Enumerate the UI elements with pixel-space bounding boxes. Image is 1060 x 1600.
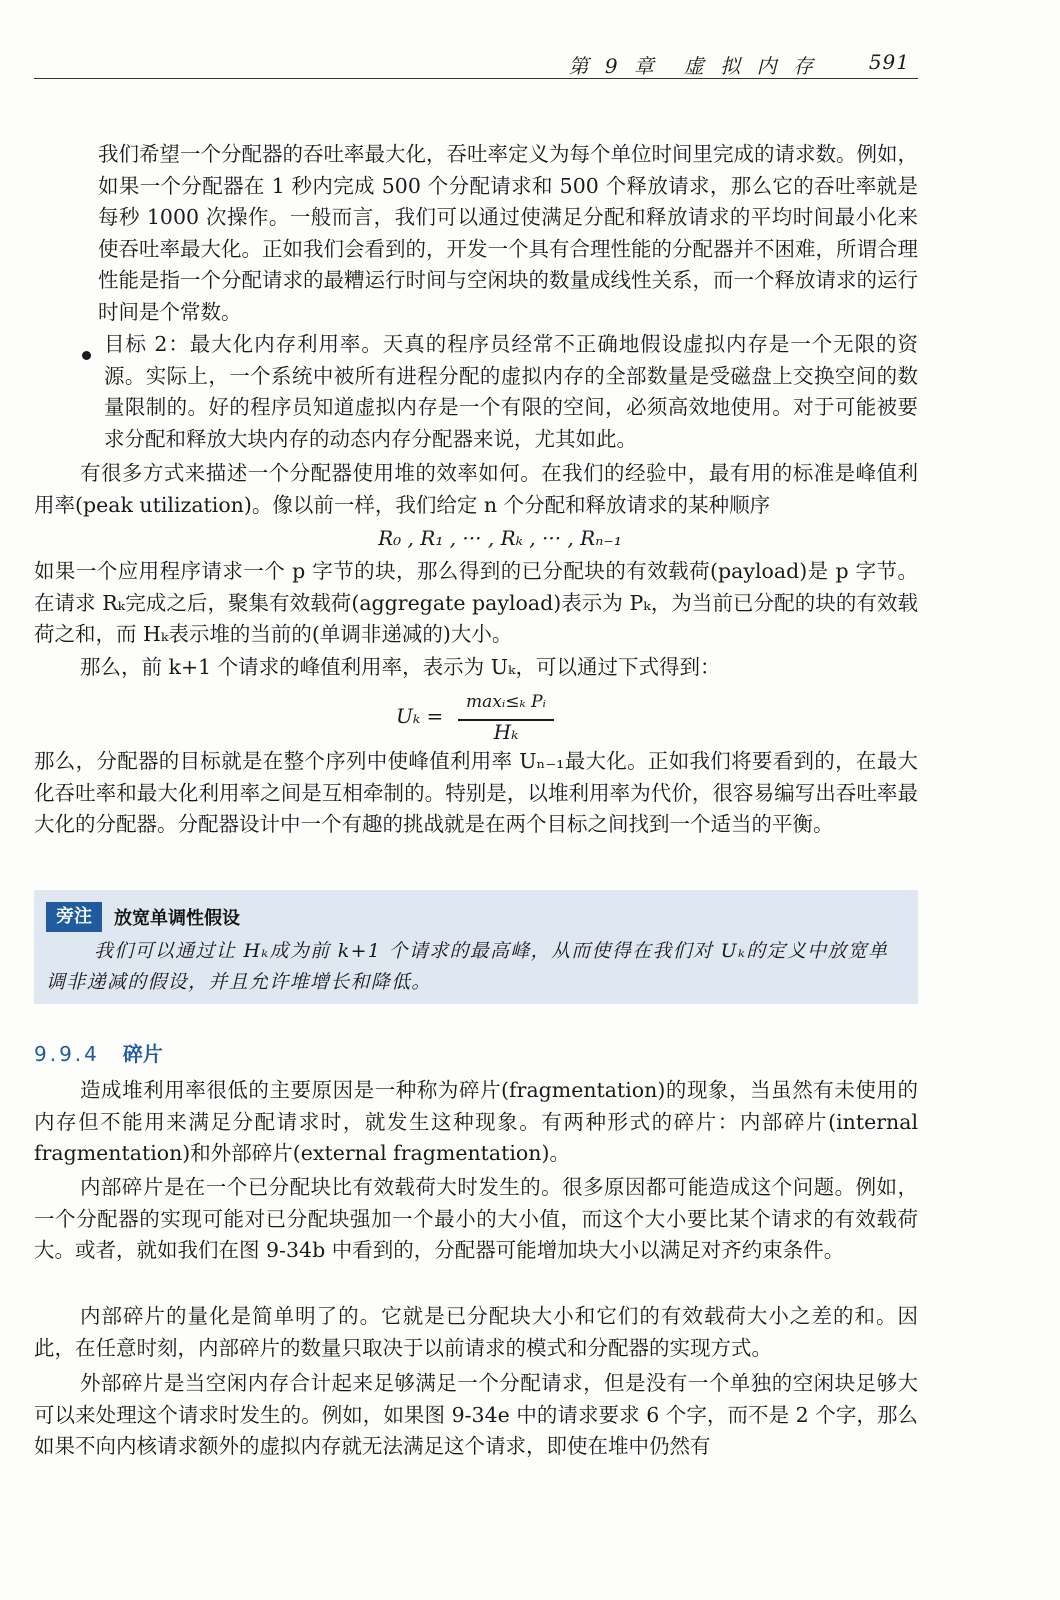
section-title: 碎片 xyxy=(122,1042,163,1066)
paragraph-payload: 如果一个应用程序请求一个 p 字节的块，那么得到的已分配块的有效载荷(payload)是 p 字节。在请求 Rₖ完成之后，聚集有效载荷(aggregate payload)表示为 Pₖ，为当前已分配的块的有效载荷之和，而 Hₖ表示堆的当前的(单调非递减的)大小。 xyxy=(34,559,918,647)
section-number: 9.9.4 xyxy=(34,1042,100,1066)
page-number: 591 xyxy=(868,50,910,74)
formula-denominator: Hₖ xyxy=(493,720,519,744)
bullet-icon xyxy=(82,351,91,360)
formula-lhs: Uₖ = xyxy=(396,704,444,728)
paragraph-peak-utilization: 有很多方式来描述一个分配器使用堆的效率如何。在我们的经验中，最有用的标准是峰值利用率(peak utilization)。像以前一样，我们给定 n 个分配和释放请求的某种顺序 xyxy=(34,461,918,517)
paragraph-throughput: 我们希望一个分配器的吞吐率最大化，吞吐率定义为每个单位时间里完成的请求数。例如，如果一个分配器在 1 秒内完成 500 个分配请求和 500 个释放请求，那么它的吞吐率就是每秒 1000 次操作。一般而言，我们可以通过使满足分配和释放请求的平均时间最小化来使吞吐率最大化。正如我们会看到的，开发一个具有合理性能的分配器并不困难，所谓合理性能是指一个分配请求的最糟运行时间与空闲块的数量成线性关系，而一个释放请求的运行时间是个常数。 xyxy=(98,142,918,324)
paragraph-fragmentation: 造成堆利用率很低的主要原因是一种称为碎片(fragmentation)的现象，当虽然有未使用的内存但不能用来满足分配请求时，就发生这种现象。有两种形式的碎片：内部碎片(internal fragmentation)和外部碎片(external fragmentation)。 xyxy=(34,1078,918,1166)
aside-body: 我们可以通过让 Hₖ成为前 k+1 个请求的最高峰，从而使得在我们对 Uₖ的定义中放宽单调非递减的假设，并且允许堆增长和降低。 xyxy=(46,940,889,993)
paragraph-internal-fragmentation: 内部碎片是在一个已分配块比有效载荷大时发生的。很多原因都可能造成这个问题。例如，一个分配器的实现可能对已分配块强加一个最小的大小值，而这个大小要比某个请求的有效载荷大。或者，就如我们在图 9-34b 中看到的，分配器可能增加块大小以满足对齐约束条件。 xyxy=(34,1175,918,1263)
request-sequence-formula: R₀ , R₁ , ··· , Rₖ , ··· , Rₙ₋₁ xyxy=(378,526,622,550)
aside-tag: 旁注 xyxy=(46,902,102,932)
chapter-title: 第 9 章 虚 拟 内 存 xyxy=(568,54,818,78)
aside-title: 放宽单调性假设 xyxy=(114,908,240,929)
paragraph-external-fragmentation: 外部碎片是当空闲内存合计起来足够满足一个分配请求，但是没有一个单独的空闲块足够大可以来处理这个请求时发生的。例如，如果图 9-34e 中的请求要求 6 个字，而不是 2 个字，那么如果不向内核请求额外的虚拟内存就无法满足这个请求，即使在堆中仍然有 xyxy=(34,1371,918,1459)
formula-numerator: maxᵢ≤ₖ Pᵢ xyxy=(466,692,546,712)
paragraph-internal-quantify: 内部碎片的量化是简单明了的。它就是已分配块大小和它们的有效载荷大小之差的和。因此，在任意时刻，内部碎片的数量只取决于以前请求的模式和分配器的实现方式。 xyxy=(34,1304,918,1360)
paragraph-goal-2: 目标 2：最大化内存利用率。天真的程序员经常不正确地假设虚拟内存是一个无限的资源。实际上，一个系统中被所有进程分配的虚拟内存的全部数量是受磁盘上交换空间的数量限制的。好的程序员知道虚拟内存是一个有限的空间，必须高效地使用。对于可能被要求分配和释放大块内存的动态内存分配器来说，尤其如此。 xyxy=(104,332,918,451)
running-header xyxy=(34,44,918,79)
paragraph-peak-definition: 那么，前 k+1 个请求的峰值利用率，表示为 Uₖ，可以通过下式得到： xyxy=(80,655,721,679)
paragraph-goal-balance: 那么，分配器的目标就是在整个序列中使峰值利用率 Uₙ₋₁最大化。正如我们将要看到的，在最大化吞吐率和最大化利用率之间是互相牵制的。特别是，以堆利用率为代价，很容易编写出吞吐率最大化的分配器。分配器设计中一个有趣的挑战就是在两个目标之间找到一个适当的平衡。 xyxy=(34,749,918,837)
section-heading xyxy=(34,1038,163,1067)
aside-box xyxy=(34,890,918,1004)
